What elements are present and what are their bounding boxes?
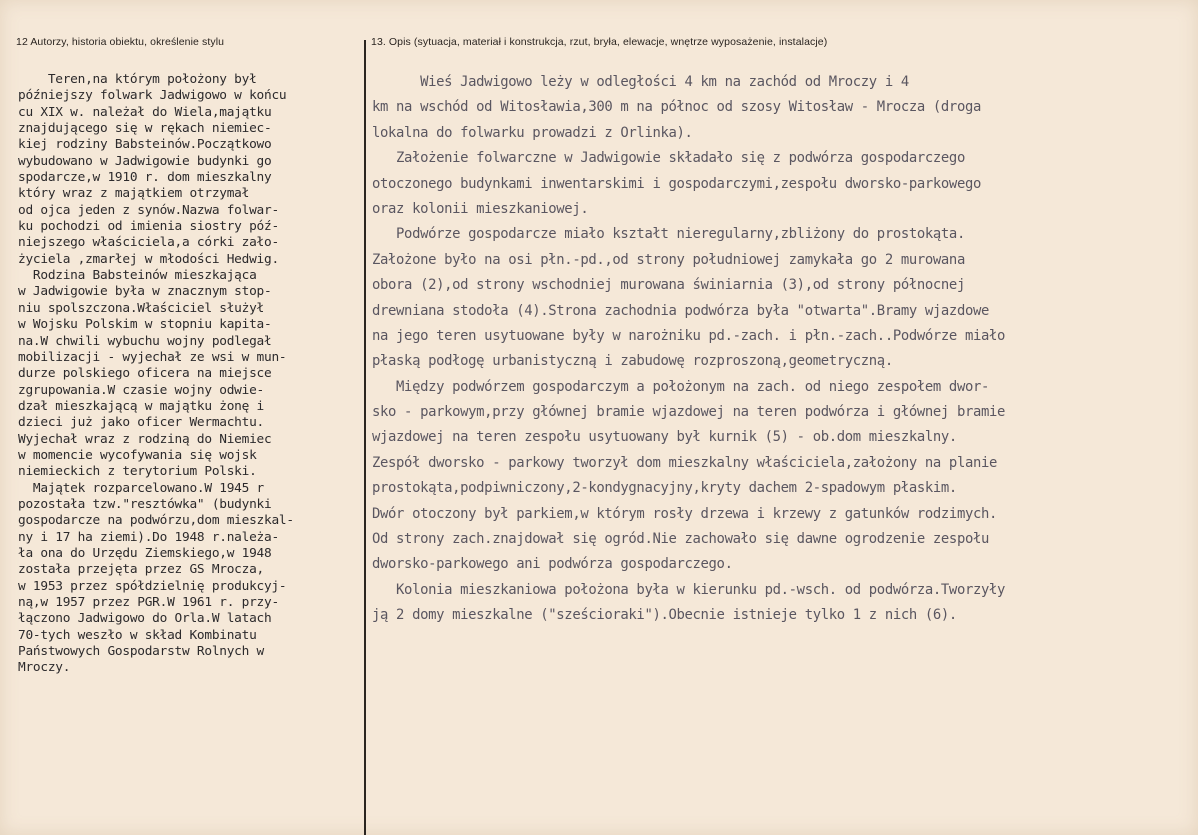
text-line: Mroczy. (18, 660, 71, 676)
text-line: kiej rodziny Babsteinów.Początkowo (18, 137, 272, 153)
text-line: prostokąta,podpiwniczony,2-kondygnacyjny,kryty dachem 2-spadowym płaskim. (372, 480, 957, 497)
text-line: Między podwórzem gospodarczym a położonym na zach. od niego zespołem dwor- (372, 378, 989, 395)
text-line: niemieckich z terytorium Polski. (18, 464, 257, 480)
text-line: obora (2),od strony wschodniej murowana świniarnia (3),od strony północnej (372, 277, 965, 294)
text-line: znajdującego się w rękach niemiec- (18, 121, 272, 137)
text-line: 70-tych weszło w skład Kombinatu (18, 627, 257, 643)
text-line: dzał mieszkającą w majątku żonę i (18, 398, 264, 414)
text-line: gospodarcze na podwórzu,dom mieszkal- (18, 513, 294, 529)
text-line: Wyjechał wraz z rodziną do Niemiec (18, 431, 272, 447)
history-text-column (18, 72, 363, 677)
text-line: płaską podłogę urbanistyczną i zabudowę rozproszoną,geometryczną. (372, 353, 893, 370)
text-line: późniejszy folwark Jadwigowo w końcu (18, 88, 287, 104)
text-line: niejszego właściciela,a córki zało- (18, 235, 279, 251)
text-line: cu XIX w. należał do Wiela,majątku (18, 104, 272, 120)
text-line: Wieś Jadwigowo leży w odległości 4 km na zachód od Mroczy i 4 (372, 74, 909, 90)
text-line: wybudowano w Jadwigowie budynki go (18, 153, 272, 169)
text-line: sko - parkowym,przy głównej bramie wjazdowej na teren podwórza i głównej bramie (372, 404, 1006, 421)
text-line: Założenie folwarczne w Jadwigowie składało się z podwórza gospodarczego (372, 150, 965, 167)
text-line: w momencie wycofywania się wojsk (18, 447, 257, 463)
text-line: wjazdowej na teren zespołu usytuowany był kurnik (5) - ob.dom mieszkalny. (372, 429, 957, 446)
text-line: Państwowych Gospodarstw Rolnych w (18, 644, 264, 660)
text-line: ku pochodzi od imienia siostry póź- (18, 219, 279, 235)
text-line: w Jadwigowie była w znacznym stop- (18, 284, 272, 300)
text-line: oraz kolonii mieszkaniowej. (372, 200, 589, 217)
text-line: zgrupowania.W czasie wojny odwie- (18, 382, 264, 398)
text-line: który wraz z majątkiem otrzymał (18, 186, 250, 202)
text-line: drewniana stodoła (4).Strona zachodnia podwórza była "otwarta".Bramy wjazdowe (372, 302, 989, 319)
text-line: Rodzina Babsteinów mieszkająca (18, 268, 257, 284)
text-line: na jego teren usytuowane były w narożniku pd.-zach. i płn.-zach..Podwórze miało (372, 327, 1006, 344)
description-text-column (372, 70, 1198, 629)
text-line: Od strony zach.znajdował się ogród.Nie zachowało się dawne ogrodzenie zespołu (372, 531, 989, 548)
text-line: km na wschód od Witosławia,300 m na północ od szosy Witosław - Mrocza (droga (372, 99, 981, 116)
section-13-header: 13. Opis (sytuacja, materiał i konstrukcja, rzut, bryła, elewacje, wnętrze wyposażenie, instalacje) (371, 36, 828, 48)
text-line: ną,w 1957 przez PGR.W 1961 r. przy- (18, 595, 279, 610)
text-line: dworsko-parkowego ani podwórza gospodarczego. (372, 556, 733, 573)
text-line: Teren,na którym położony był (18, 72, 257, 87)
text-line: Majątek rozparcelowano.W 1945 r (18, 480, 264, 496)
text-line: durze polskiego oficera na miejsce (18, 366, 272, 382)
column-divider (364, 40, 366, 835)
text-line: Zespół dworsko - parkowy tworzył dom mieszkalny właściciela,założony na planie (372, 454, 998, 471)
text-line: od ojca jeden z synów.Nazwa folwar- (18, 202, 279, 218)
text-line: Założone było na osi płn.-pd.,od strony południowej zamykała go 2 murowana (372, 251, 965, 268)
text-line: życiela ,zmarłej w młodości Hedwig. (18, 251, 279, 267)
text-line: ją 2 domy mieszkalne ("sześcioraki").Obecnie istnieje tylko 1 z nich (6). (372, 607, 957, 624)
text-line: łączono Jadwigowo do Orla.W latach (18, 611, 272, 627)
text-line: w 1953 przez spółdzielnię produkcyj- (18, 578, 287, 594)
text-line: ła ona do Urzędu Ziemskiego,w 1948 (18, 545, 272, 561)
text-line: lokalna do folwarku prowadzi z Orlinka). (372, 124, 693, 141)
text-line: mobilizacji - wyjechał ze wsi w mun- (18, 349, 287, 365)
text-line: Dwór otoczony był parkiem,w którym rosły drzewa i krzewy z gatunków rodzimych. (372, 505, 998, 522)
text-line: pozostała tzw."resztówka" (budynki (18, 496, 272, 512)
text-line: Kolonia mieszkaniowa położona była w kierunku pd.-wsch. od podwórza.Tworzyły (372, 581, 1006, 598)
text-line: spodarcze,w 1910 r. dom mieszkalny (18, 170, 272, 186)
text-line: ny i 17 ha ziemi).Do 1948 r.należa- (18, 529, 279, 545)
text-line: Podwórze gospodarcze miało kształt nieregularny,zbliżony do prostokąta. (372, 226, 965, 243)
text-line: dzieci już jako oficer Wermachtu. (18, 415, 264, 431)
text-line: niu spolszczona.Właściciel służył (18, 300, 264, 316)
text-line: w Wojsku Polskim w stopniu kapita- (18, 317, 272, 333)
text-line: otoczonego budynkami inwentarskimi i gospodarczymi,zespołu dworsko-parkowego (372, 175, 981, 192)
text-line: na.W chwili wybuchu wojny podlegał (18, 333, 272, 349)
section-12-header: 12 Autorzy, historia obiektu, określenie stylu (16, 36, 225, 48)
text-line: została przejęta przez GS Mrocza, (18, 562, 264, 578)
